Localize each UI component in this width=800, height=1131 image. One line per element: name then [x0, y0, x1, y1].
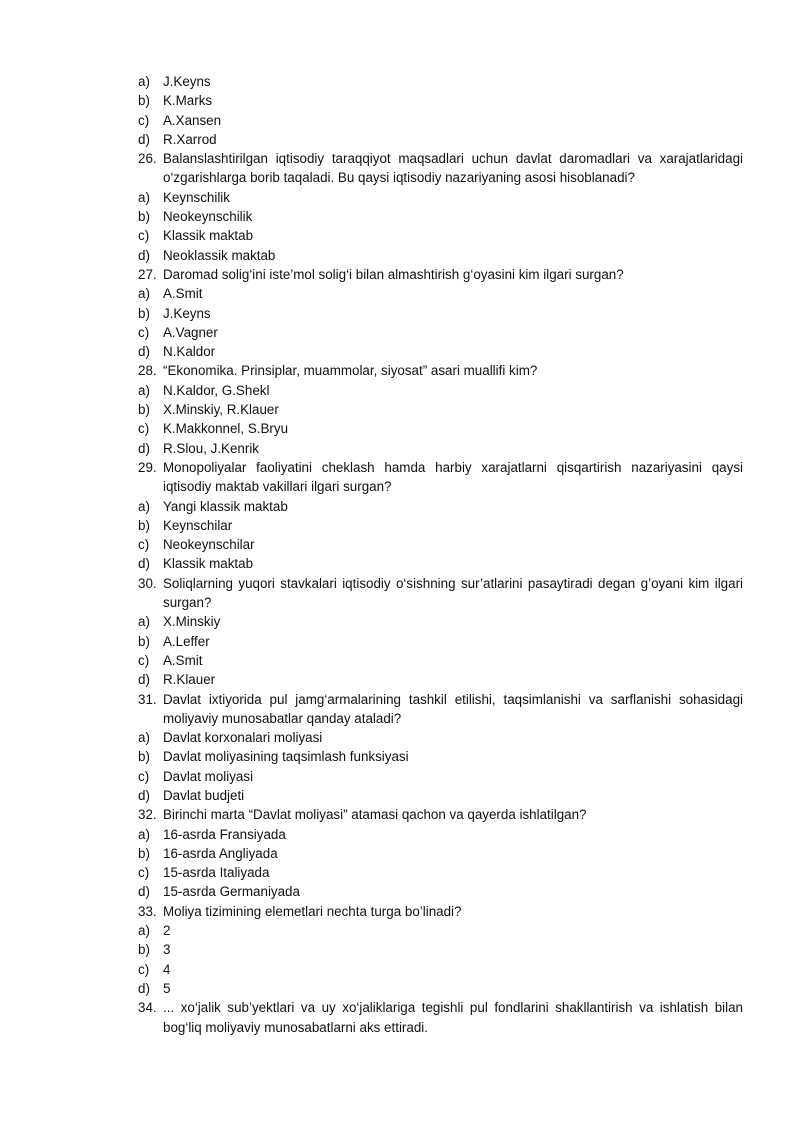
question-item [138, 805, 743, 824]
answer-option [138, 207, 743, 226]
option-text: X.Minskiy, R.Klauer [163, 402, 279, 418]
answer-option [138, 72, 743, 91]
answer-option [138, 554, 743, 573]
option-text: A.Smit [163, 652, 203, 668]
option-letter: d) [138, 344, 150, 360]
answer-option [138, 246, 743, 265]
option-letter: c) [138, 961, 150, 977]
option-text: 16-asrda Angliyada [163, 845, 278, 861]
option-text: N.Kaldor [163, 344, 216, 360]
answer-option [138, 882, 743, 901]
option-letter: b) [138, 845, 150, 861]
option-text: Keynschilik [163, 189, 230, 205]
option-letter: d) [138, 131, 150, 147]
question-number: 31. [138, 691, 157, 707]
option-letter: b) [138, 402, 150, 418]
answer-option [138, 979, 743, 998]
question-number: 34. [138, 1000, 157, 1016]
answer-option [138, 304, 743, 323]
option-letter: a) [138, 189, 150, 205]
option-letter: a) [138, 498, 150, 514]
option-text: X.Minskiy [163, 614, 221, 630]
option-letter: d) [138, 787, 150, 803]
answer-option [138, 863, 743, 882]
option-text: 15-asrda Germaniyada [163, 884, 300, 900]
option-letter: b) [138, 93, 150, 109]
option-text: J.Keyns [163, 305, 211, 321]
option-letter: c) [138, 865, 150, 881]
question-number: 27. [138, 266, 157, 282]
option-text: K.Marks [163, 93, 213, 109]
answer-option [138, 516, 743, 535]
option-letter: c) [138, 324, 150, 340]
question-item [138, 574, 743, 613]
answer-option [138, 940, 743, 959]
question-text: Balanslashtirilgan iqtisodiy taraqqiyot maqsadlari uchun davlat daromadlari va xarajatlaridagi o‘zgarishlarga borib taqaladi. Bu qaysi iqtisodiy nazariyaning asosi hisoblanadi? [163, 151, 743, 186]
question-item [138, 361, 743, 380]
question-item [138, 458, 743, 497]
option-letter: b) [138, 749, 150, 765]
answer-option [138, 535, 743, 554]
answer-option [138, 323, 743, 342]
question-item [138, 998, 743, 1037]
question-text: Moliya tizimining elemetlari nechta turga bo’linadi? [163, 903, 462, 919]
answer-option [138, 188, 743, 207]
answer-option [138, 342, 743, 361]
option-text: A.Xansen [163, 112, 222, 128]
question-text: “Ekonomika. Prinsiplar, muammolar, siyosat” asari muallifi kim? [163, 363, 538, 379]
question-item [138, 690, 743, 729]
option-letter: c) [138, 768, 150, 784]
answer-option [138, 747, 743, 766]
option-letter: a) [138, 382, 150, 398]
option-text: Davlat moliyasi [163, 768, 254, 784]
option-text: A.Leffer [163, 633, 210, 649]
question-number: 32. [138, 807, 157, 823]
question-list [138, 72, 743, 1037]
option-text: A.Smit [163, 286, 203, 302]
option-text: 2 [163, 923, 171, 939]
option-text: R.Xarrod [163, 131, 217, 147]
option-letter: d) [138, 247, 150, 263]
answer-option [138, 767, 743, 786]
option-letter: a) [138, 614, 150, 630]
option-letter: b) [138, 209, 150, 225]
option-letter: d) [138, 440, 150, 456]
option-text: 5 [163, 980, 171, 996]
option-text: N.Kaldor, G.Shekl [163, 382, 270, 398]
option-text: R.Klauer [163, 672, 216, 688]
answer-option [138, 226, 743, 245]
option-letter: b) [138, 942, 150, 958]
answer-option [138, 91, 743, 110]
option-letter: c) [138, 652, 150, 668]
question-number: 33. [138, 903, 157, 919]
answer-option [138, 651, 743, 670]
question-text: Soliqlarning yuqori stavkalari iqtisodiy o‘sishning sur’atlarini pasaytiradi degan g’oyani kim ilgari surgan? [163, 575, 743, 611]
question-text: Davlat ixtiyorida pul jamg‘armalarining tashkil etilishi, taqsimlanishi va sarflanishi sohasidagi moliyaviy munosabatlar qanday ataladi? [163, 691, 743, 726]
question-number: 28. [138, 363, 157, 379]
answer-option [138, 632, 743, 651]
question-item [138, 902, 743, 921]
option-letter: d) [138, 556, 150, 572]
answer-option [138, 921, 743, 940]
option-letter: a) [138, 730, 150, 746]
option-letter: a) [138, 923, 150, 939]
answer-option [138, 130, 743, 149]
option-text: 15-asrda Italiyada [163, 865, 270, 881]
option-text: Davlat budjeti [163, 787, 245, 803]
option-text: J.Keyns [163, 74, 211, 89]
option-text: Keynschilar [163, 517, 233, 533]
option-text: Neokeynschilik [163, 209, 253, 225]
option-letter: c) [138, 228, 150, 244]
option-text: Neoklassik maktab [163, 247, 276, 263]
answer-option [138, 844, 743, 863]
option-letter: b) [138, 305, 150, 321]
answer-option [138, 419, 743, 438]
question-text: Birinchi marta “Davlat moliyasi” atamasi qachon va qayerda ishlatilgan? [163, 807, 587, 823]
option-text: 3 [163, 942, 171, 958]
option-text: R.Slou, J.Kenrik [163, 440, 260, 456]
answer-option [138, 786, 743, 805]
option-letter: b) [138, 517, 150, 533]
question-item [138, 149, 743, 188]
option-letter: a) [138, 826, 150, 842]
question-text: Monopoliyalar faoliyatini cheklash hamda harbiy xarajatlarni qisqartirish nazariyasini qaysi iqtisodiy maktab vakillari ilgari surgan? [163, 459, 743, 495]
question-number: 30. [138, 575, 157, 591]
answer-option [138, 400, 743, 419]
question-number: 26. [138, 151, 157, 167]
answer-option [138, 728, 743, 747]
question-text: ... xo‘jalik sub’yektlari va uy xo‘jaliklariga tegishli pul fondlarini shakllantirish va ishlatish bilan bog‘liq moliyaviy munosabatlarni aks ettiradi. [163, 1000, 743, 1035]
answer-option [138, 284, 743, 303]
option-letter: a) [138, 74, 150, 89]
answer-option [138, 381, 743, 400]
option-text: K.Makkonnel, S.Bryu [163, 421, 289, 437]
answer-option [138, 612, 743, 631]
option-letter: d) [138, 672, 150, 688]
option-text: 4 [163, 961, 171, 977]
answer-option [138, 960, 743, 979]
option-letter: d) [138, 884, 150, 900]
option-text: Klassik maktab [163, 228, 254, 244]
answer-option [138, 439, 743, 458]
question-text: Daromad solig‘ini iste’mol solig‘i bilan almashtirish g‘oyasini kim ilgari surgan? [163, 266, 624, 282]
option-text: Davlat moliyasining taqsimlash funksiyasi [163, 749, 409, 765]
option-letter: c) [138, 537, 150, 553]
option-text: 16-asrda Fransiyada [163, 826, 286, 842]
option-text: Klassik maktab [163, 556, 254, 572]
answer-option [138, 825, 743, 844]
option-letter: b) [138, 633, 150, 649]
option-letter: a) [138, 286, 150, 302]
answer-option [138, 670, 743, 689]
answer-option [138, 111, 743, 130]
option-letter: d) [138, 980, 150, 996]
option-text: Neokeynschilar [163, 537, 255, 553]
answer-option [138, 497, 743, 516]
question-item [138, 265, 743, 284]
option-letter: c) [138, 421, 150, 437]
option-text: Yangi klassik maktab [163, 498, 288, 514]
option-text: Davlat korxonalari moliyasi [163, 730, 323, 746]
question-number: 29. [138, 459, 157, 475]
option-letter: c) [138, 112, 150, 128]
option-text: A.Vagner [163, 324, 218, 340]
